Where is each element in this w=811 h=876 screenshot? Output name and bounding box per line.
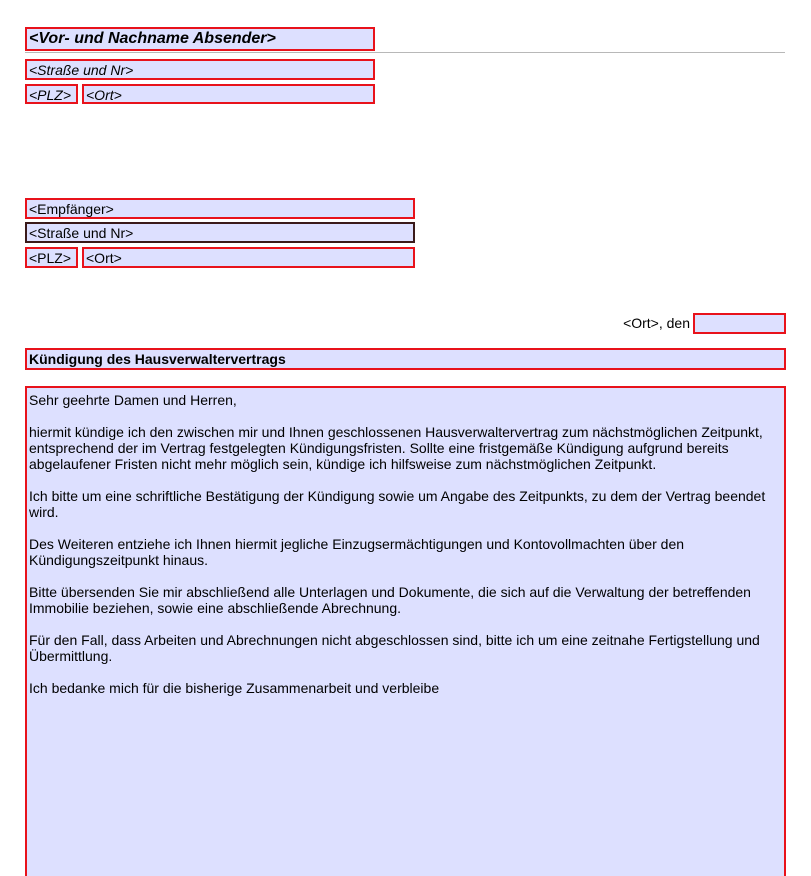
date-field[interactable]	[693, 313, 786, 334]
sender-street-field[interactable]: <Straße und Nr>	[25, 59, 375, 80]
recipient-name-field[interactable]: <Empfänger>	[25, 198, 415, 219]
letter-paragraph: Des Weiteren entziehe ich Ihnen hiermit jegliche Einzugsermächtigungen und Kontovollmachten über den Kündigungszeitpunkt hinaus.	[29, 536, 685, 568]
letter-paragraph: hiermit kündige ich den zwischen mir und Ihnen geschlossenen Hausverwaltervertrag zum nächstmöglichen Zeitpunkt, entsprechend der im Vertrag festgelegten Kündigungsfristen. Sollte eine fristgemäße Kündigung aufgrund bereits abgelaufener Fristen nicht mehr möglich sein, kündige ich hilfsweise zum nächstmöglichen Zeitpunkt.	[29, 424, 763, 472]
sender-divider	[25, 52, 785, 53]
letter-body-field[interactable]	[25, 386, 786, 876]
sender-name-field[interactable]: <Vor- und Nachname Absender>	[25, 27, 375, 51]
letter-paragraph: Ich bitte um eine schriftliche Bestätigung der Kündigung sowie um Angabe des Zeitpunkts, zu dem der Vertrag beendet wird.	[29, 488, 766, 520]
letter-paragraph: Für den Fall, dass Arbeiten und Abrechnungen nicht abgeschlossen sind, bitte ich um eine zeitnahe Fertigstellung und Übermittlung.	[29, 632, 760, 664]
letter-paragraph: Bitte übersenden Sie mir abschließend alle Unterlagen und Dokumente, die sich auf die Verwaltung der betreffenden Immobilie beziehen, sowie eine abschließende Abrechnung.	[29, 584, 751, 616]
letter-salutation: Sehr geehrte Damen und Herren,	[29, 392, 237, 408]
subject-field[interactable]: Kündigung des Hausverwaltervertrags	[25, 348, 786, 370]
recipient-city-field[interactable]: <Ort>	[82, 247, 415, 268]
letter-closing: Ich bedanke mich für die bisherige Zusammenarbeit und verbleibe	[29, 680, 440, 696]
recipient-street-field[interactable]: <Straße und Nr>	[25, 222, 415, 243]
sender-zip-field[interactable]: <PLZ>	[25, 84, 78, 104]
recipient-zip-field[interactable]: <PLZ>	[25, 247, 78, 268]
date-place-label: <Ort>, den	[623, 315, 690, 331]
sender-city-field[interactable]: <Ort>	[82, 84, 375, 104]
